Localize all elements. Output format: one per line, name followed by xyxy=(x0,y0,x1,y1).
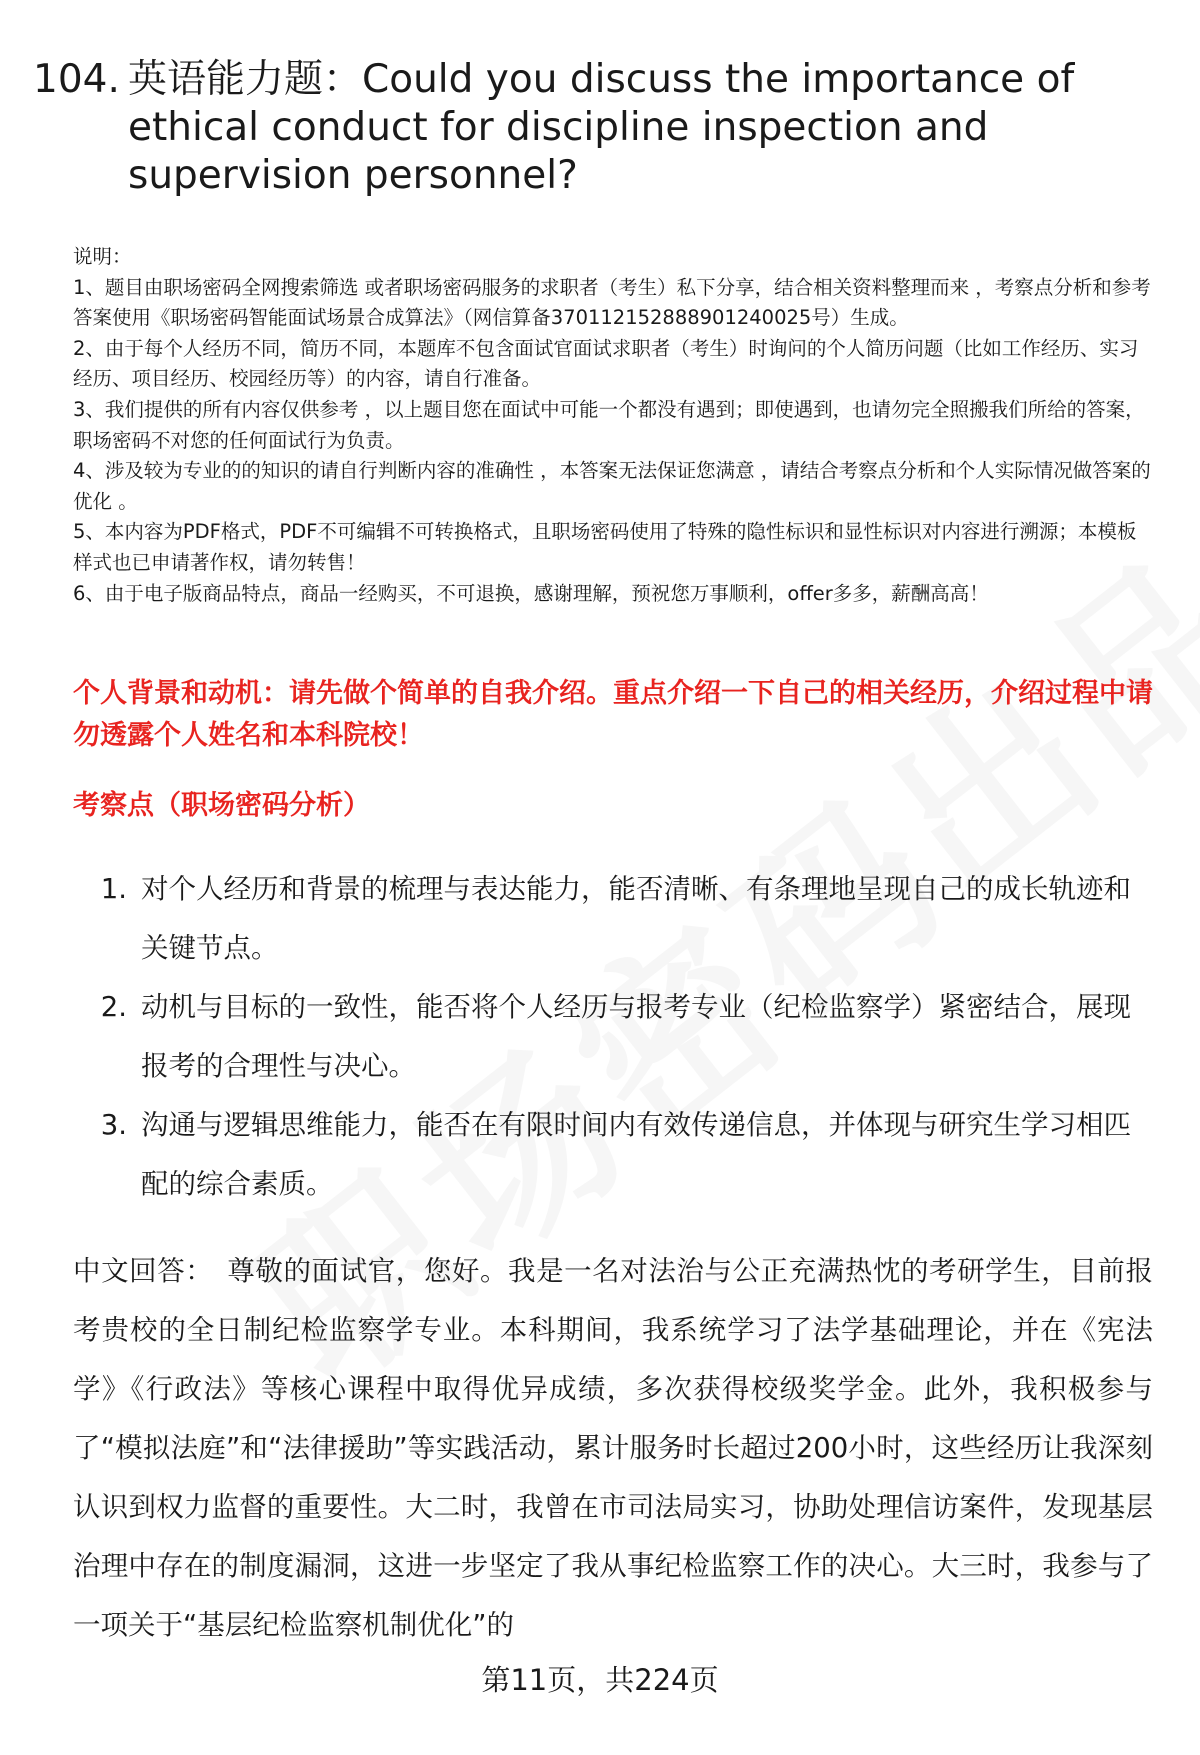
motivation-section xyxy=(73,673,1153,757)
list-item-text: 动机与目标的一致性，能否将个人经历与报考专业（纪检监察学）紧密结合，展现报考的合理性与决心。 xyxy=(141,991,1131,1082)
answer-text: 尊敬的面试官，您好。我是一名对法治与公正充满热忱的考研学生，目前报考贵校的全日制纪检监察学专业。本科期间，我系统学习了法学基础理论，并在《宪法学》《行政法》等核心课程中取得优异成绩，多次获得校级奖学金。此外，我积极参与了“模拟法庭”和“法律援助”等实践活动，累计服务时长超过200小时，这些经历让我深刻认识到权力监督的重要性。大二时，我曾在市司法局实习，协助处理信访案件，发现基层治理中存在的制度漏洞，这进一步坚定了我从事纪检监察工作的决心。大三时，我参与了一项关于“基层纪检监察机制优化”的 xyxy=(73,1255,1154,1641)
page-footer: 第11页，共224页 xyxy=(481,1663,719,1697)
points-list xyxy=(73,860,1153,1214)
list-item-number: 3. xyxy=(100,1109,127,1141)
list-item-number: 1. xyxy=(100,873,127,905)
notes-item: 1、题目由职场密码全网搜索筛选 或者职场密码服务的求职者（考生）私下分享，结合相关资料整理而来 ，考察点分析和参考答案使用《职场密码智能面试场景合成算法》（网信算备370112152888901240025号）生成。 xyxy=(73,275,1151,330)
list-item-number: 2. xyxy=(100,991,127,1023)
list-item-text: 对个人经历和背景的梳理与表达能力，能否清晰、有条理地呈现自己的成长轨迹和关键节点。 xyxy=(141,873,1131,964)
list-item-text: 沟通与逻辑思维能力，能否在有限时间内有效传递信息，并体现与研究生学习相匹配的综合素质。 xyxy=(141,1109,1131,1200)
question-title xyxy=(33,56,1163,200)
list-item xyxy=(73,1096,1153,1214)
notes-item: 5、本内容为PDF格式，PDF不可编辑不可转换格式，且职场密码使用了特殊的隐性标识和显性标识对内容进行溯源；本模板样式也已申请著作权，请勿转售！ xyxy=(73,520,1137,574)
list-item xyxy=(73,860,1153,978)
notes-section xyxy=(73,242,1153,609)
question-text: 英语能力题：Could you discuss the importance of ethical conduct for discipline inspection and supervision personnel? xyxy=(128,57,1075,198)
list-item xyxy=(73,978,1153,1096)
notes-item: 2、由于每个人经历不同，简历不同，本题库不包含面试官面试求职者（考生）时询问的个人简历问题（比如工作经历、实习经历、项目经历、校园经历等）的内容，请自行准备。 xyxy=(73,336,1139,391)
notes-heading: 说明： xyxy=(73,245,132,268)
question-number: 104. xyxy=(33,57,120,102)
answer-label: 中文回答： xyxy=(73,1255,214,1287)
notes-item: 4、涉及较为专业的的知识的请自行判断内容的准确性 ，本答案无法保证您满意 ，请结合考察点分析和个人实际情况做答案的优化 。 xyxy=(73,459,1151,513)
points-heading: 考察点（职场密码分析） xyxy=(73,790,370,821)
notes-item: 6、由于电子版商品特点，商品一经购买，不可退换，感谢理解，预祝您万事顺利，offer多多，薪酬高高！ xyxy=(73,581,989,605)
motivation-heading: 个人背景和动机：请先做个简单的自我介绍。重点介绍一下自己的相关经历，介绍过程中请勿透露个人姓名和本科院校！ xyxy=(73,678,1153,751)
points-section-heading xyxy=(73,785,1153,827)
notes-item: 3、我们提供的所有内容仅供参考 ，以上题目您在面试中可能一个都没有遇到；即使遇到，也请勿完全照搬我们所给的答案，职场密码不对您的任何面试行为负责。 xyxy=(73,397,1145,452)
answer-paragraph xyxy=(73,1242,1153,1655)
